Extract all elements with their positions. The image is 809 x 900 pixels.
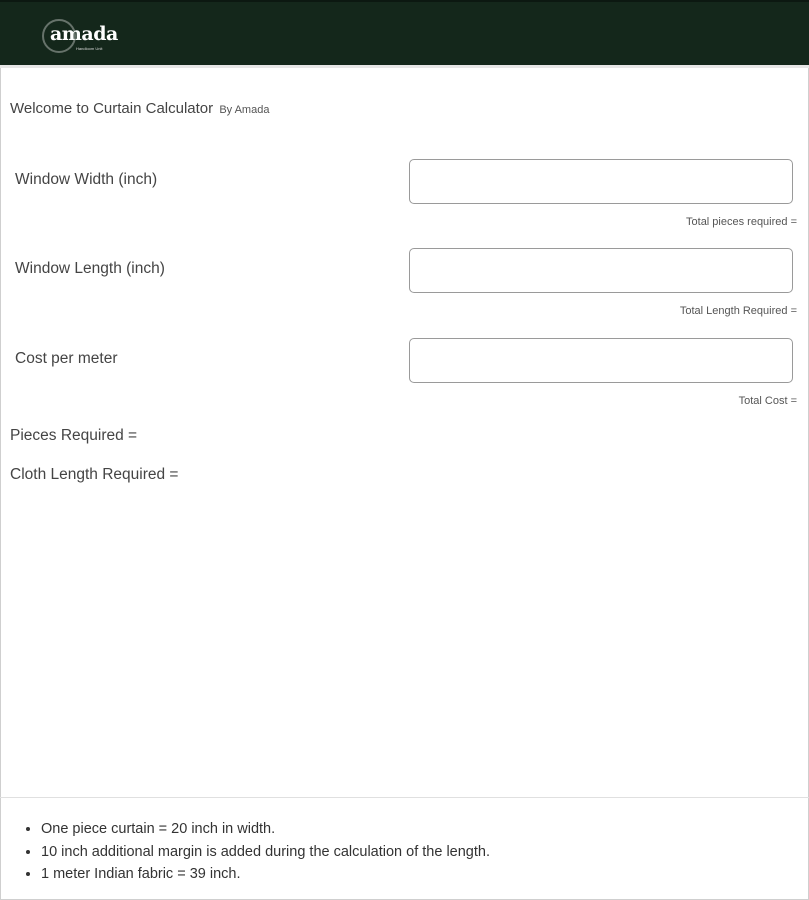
note-item: • 1 meter Indian fabric = 39 inch. [41,863,490,886]
notes-section [0,797,809,900]
header-bar [0,0,809,68]
total-pieces-hint: Total pieces required = [686,216,797,228]
cost-per-meter-label: Cost per meter [15,350,118,367]
welcome-by: By Amada [219,104,270,116]
cost-per-meter-input[interactable] [409,338,793,383]
amada-logo[interactable] [40,17,130,57]
window-length-label: Window Length (inch) [15,260,165,277]
notes-list [41,818,490,886]
note-item: • 10 inch additional margin is added during the calculation of the length. [41,841,490,864]
total-length-hint: Total Length Required = [679,305,797,317]
logo-text: amada [50,23,118,45]
cloth-length-result: Cloth Length Required = [10,466,179,483]
window-width-label: Window Width (inch) [15,171,158,188]
window-width-input[interactable] [409,159,793,204]
note-item: • One piece curtain = 20 inch in width. [41,818,490,841]
window-length-input[interactable] [409,248,793,293]
logo-subtext: Handloom Unit [76,46,103,51]
pieces-required-result: Pieces Required = [10,427,138,444]
welcome-title: Welcome to Curtain Calculator [10,100,214,117]
page-title [10,100,269,117]
total-cost-hint: Total Cost = [738,395,797,407]
